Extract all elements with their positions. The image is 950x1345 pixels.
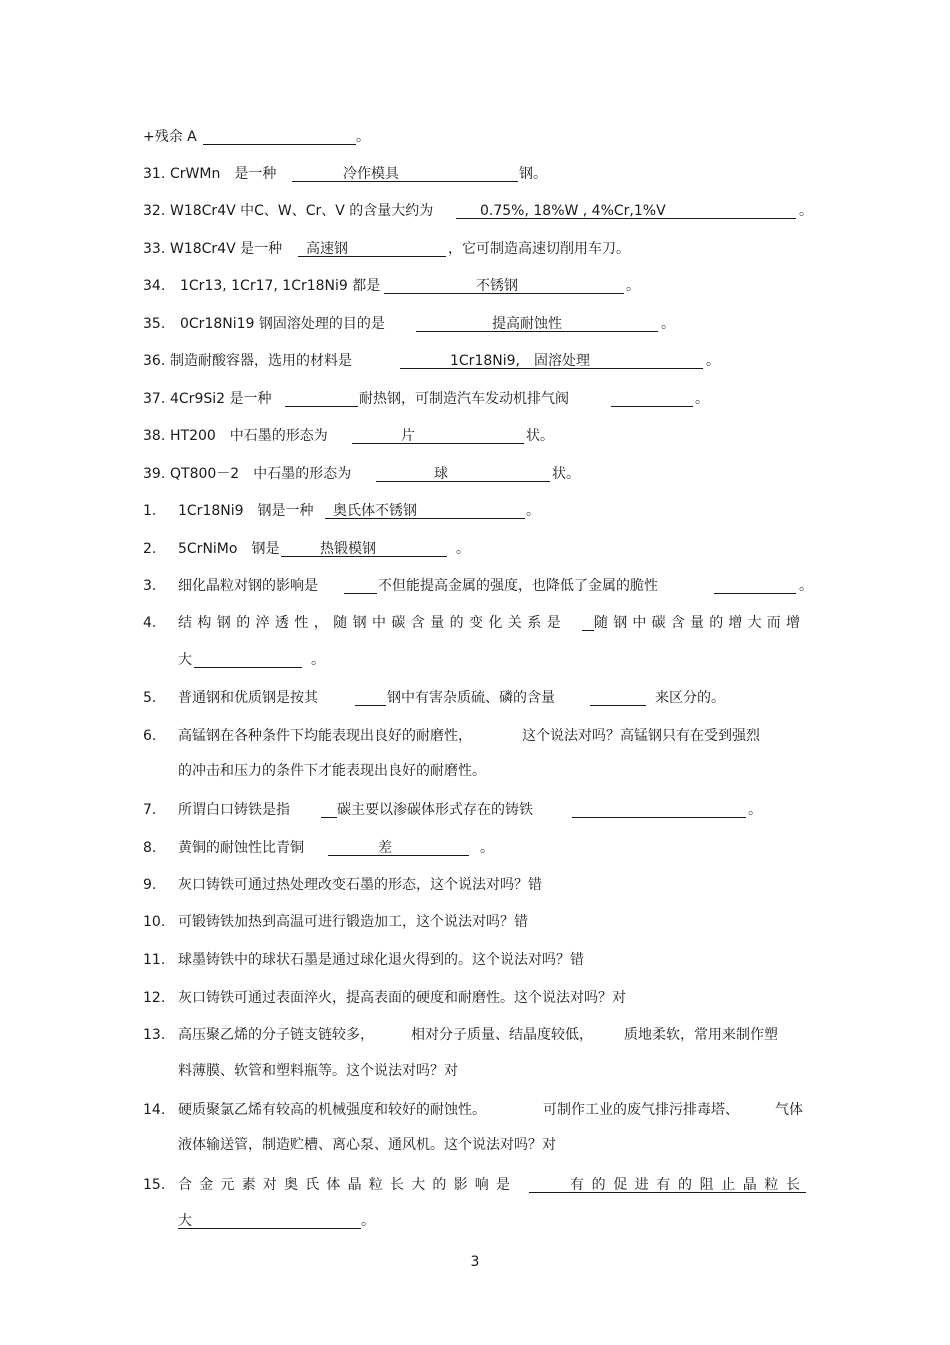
question-text: 结构钢的淬透性，随钢中碳含量的变化关系是 [178, 615, 566, 631]
answer-blank [376, 481, 550, 482]
question-text: 细化晶粒对钢的影响是 [178, 578, 318, 594]
question-text: 4Cr9Si2 是一种 [170, 391, 272, 407]
item-number: 10. [143, 914, 166, 930]
item-number: 31. [143, 166, 166, 182]
answer-text: 冷作模具 [343, 166, 399, 182]
answer-text: 差 [378, 840, 392, 856]
answer-text: 1Cr18Ni9, 固溶处理 [450, 353, 590, 369]
header-suffix: 。 [356, 129, 370, 145]
item-number: 12. [143, 990, 166, 1006]
question-text: 硬质聚氯乙烯有较高的机械强度和较好的耐蚀性。 [178, 1102, 486, 1118]
question-text: 高锰钢在各种条件下均能表现出良好的耐磨性， [178, 728, 472, 744]
item-number: 35. [143, 316, 166, 332]
question-text: 。 [799, 578, 813, 594]
question-text: 可制作工业的废气排污排毒塔、 [543, 1102, 739, 1118]
question-text: 来区分的。 [655, 690, 725, 706]
question-text: 。 [706, 353, 720, 369]
item-number: 14. [143, 1102, 166, 1118]
question-text: 状。 [526, 428, 554, 444]
answer-text: 不但能提高金属的强度，也降低了金属的脆性 [378, 578, 658, 594]
question-text: 。 [748, 802, 762, 818]
question-text: 状。 [552, 466, 580, 482]
question-text: 。 [526, 503, 540, 519]
item-number: 4. [143, 615, 157, 631]
answer-text: 耐热钢，可制造汽车发动机排气阀 [359, 391, 569, 407]
answer-blank [611, 406, 693, 407]
question-text: 灰口铸铁可通过表面淬火，提高表面的硬度和耐磨性。这个说法对吗？对 [178, 990, 626, 1006]
question-text: 。 [626, 278, 640, 294]
question-text: 钢。 [519, 166, 547, 182]
question-text: 可锻铸铁加热到高温可进行锻造加工，这个说法对吗？错 [178, 914, 528, 930]
item-number: 32. [143, 203, 166, 219]
question-text: 。 [661, 316, 675, 332]
item-number: 37. [143, 391, 166, 407]
answer-blank [321, 817, 337, 818]
answer-blank [355, 705, 386, 706]
question-text: 灰口铸铁可通过热处理改变石墨的形态，这个说法对吗？错 [178, 877, 542, 893]
item-number: 34. [143, 278, 166, 294]
item-number: 5. [143, 690, 157, 706]
item-number: 33. [143, 241, 166, 257]
item-number: 8. [143, 840, 157, 856]
question-text: 5CrNiMo 钢是 [178, 541, 280, 557]
question-text: 1Cr18Ni9 钢是一种 [178, 503, 314, 519]
header-prefix: +残余 A [143, 129, 197, 145]
answer-text: 不锈钢 [476, 278, 518, 294]
answer-text: 0.75%, 18%W , 4%Cr,1%V [480, 203, 666, 219]
item-number: 9. [143, 877, 157, 893]
question-text: 的冲击和压力的条件下才能表现出良好的耐磨性。 [178, 763, 486, 779]
question-text: 这个说法对吗？高锰钢只有在受到强烈 [522, 728, 760, 744]
question-text: 0Cr18Ni19 钢固溶处理的目的是 [180, 316, 385, 332]
answer-text: 高速钢 [306, 241, 348, 257]
item-number: 38. [143, 428, 166, 444]
answer-text: 片 [401, 428, 415, 444]
item-number: 15. [143, 1177, 166, 1193]
question-text: CrWMn 是一种 [170, 166, 277, 182]
answer-text: 钢中有害杂质硫、磷的含量 [387, 690, 555, 706]
answer-blank [572, 817, 746, 818]
item-number: 11. [143, 952, 166, 968]
answer-blank [590, 705, 646, 706]
answer-text: 大 [178, 652, 192, 668]
answer-text: 碳主要以渗碳体形式存在的铸铁 [337, 802, 533, 818]
question-text: 气体 [775, 1102, 803, 1118]
item-number: 6. [143, 728, 157, 744]
question-text: 1Cr13, 1Cr17, 1Cr18Ni9 都是 [180, 278, 381, 294]
answer-blank [328, 855, 469, 856]
answer-blank [344, 593, 377, 594]
question-text: 球墨铸铁中的球状石墨是通过球化退火得到的。这个说法对吗？错 [178, 952, 584, 968]
item-number: 1. [143, 503, 157, 519]
question-text: 。 [361, 1213, 375, 1229]
answer-text: 大 [178, 1213, 192, 1229]
item-number: 7. [143, 802, 157, 818]
question-text: 相对分子质量、结晶度较低， [411, 1027, 593, 1043]
question-text: 。 [695, 391, 709, 407]
question-text: W18Cr4V 是一种 [170, 241, 283, 257]
question-text: 所谓白口铸铁是指 [178, 802, 290, 818]
answer-blank [178, 1228, 361, 1229]
question-text: 液体输送管，制造贮槽、离心泵、通风机。这个说法对吗？对 [178, 1137, 556, 1153]
question-text: W18Cr4V 中C、W、Cr、V 的含量大约为 [170, 203, 434, 219]
item-number: 36. [143, 353, 166, 369]
question-text: QT800－2 中石墨的形态为 [170, 466, 352, 482]
question-text: 料薄膜、软管和塑料瓶等。这个说法对吗？对 [178, 1063, 458, 1079]
question-text: 质地柔软，常用来制作塑 [624, 1027, 778, 1043]
answer-blank [285, 406, 358, 407]
question-text: 。 [480, 840, 494, 856]
answer-text: 球 [434, 466, 448, 482]
answer-text: 随钢中碳含量的增大而增 [594, 615, 806, 631]
question-text: 。 [799, 203, 813, 219]
answer-text: 有的促进有的阻止晶粒长 [570, 1177, 808, 1193]
question-text: ，它可制造高速切削用车刀。 [448, 241, 630, 257]
answer-blank [292, 181, 518, 182]
item-number: 13. [143, 1027, 166, 1043]
question-text: 。 [311, 652, 325, 668]
item-number: 2. [143, 541, 157, 557]
answer-blank [714, 593, 796, 594]
answer-text: 奥氏体不锈钢 [333, 503, 417, 519]
question-text: HT200 中石墨的形态为 [170, 428, 328, 444]
item-number: 3. [143, 578, 157, 594]
question-text: 合金元素对奥氏体晶粒长大的影响是 [178, 1177, 518, 1193]
answer-blank [203, 144, 356, 145]
answer-text: 热锻模钢 [320, 541, 376, 557]
question-text: 高压聚乙烯的分子链支链较多， [178, 1027, 374, 1043]
page-number: 3 [470, 1254, 480, 1270]
answer-blank [194, 667, 302, 668]
question-text: 普通钢和优质钢是按其 [178, 690, 318, 706]
question-text: 制造耐酸容器，选用的材料是 [170, 353, 352, 369]
question-text: 黄铜的耐蚀性比青铜 [178, 840, 304, 856]
item-number: 39. [143, 466, 166, 482]
answer-text: 提高耐蚀性 [492, 316, 562, 332]
answer-blank [582, 630, 594, 631]
question-text: 。 [456, 541, 470, 557]
answer-blank [352, 443, 524, 444]
